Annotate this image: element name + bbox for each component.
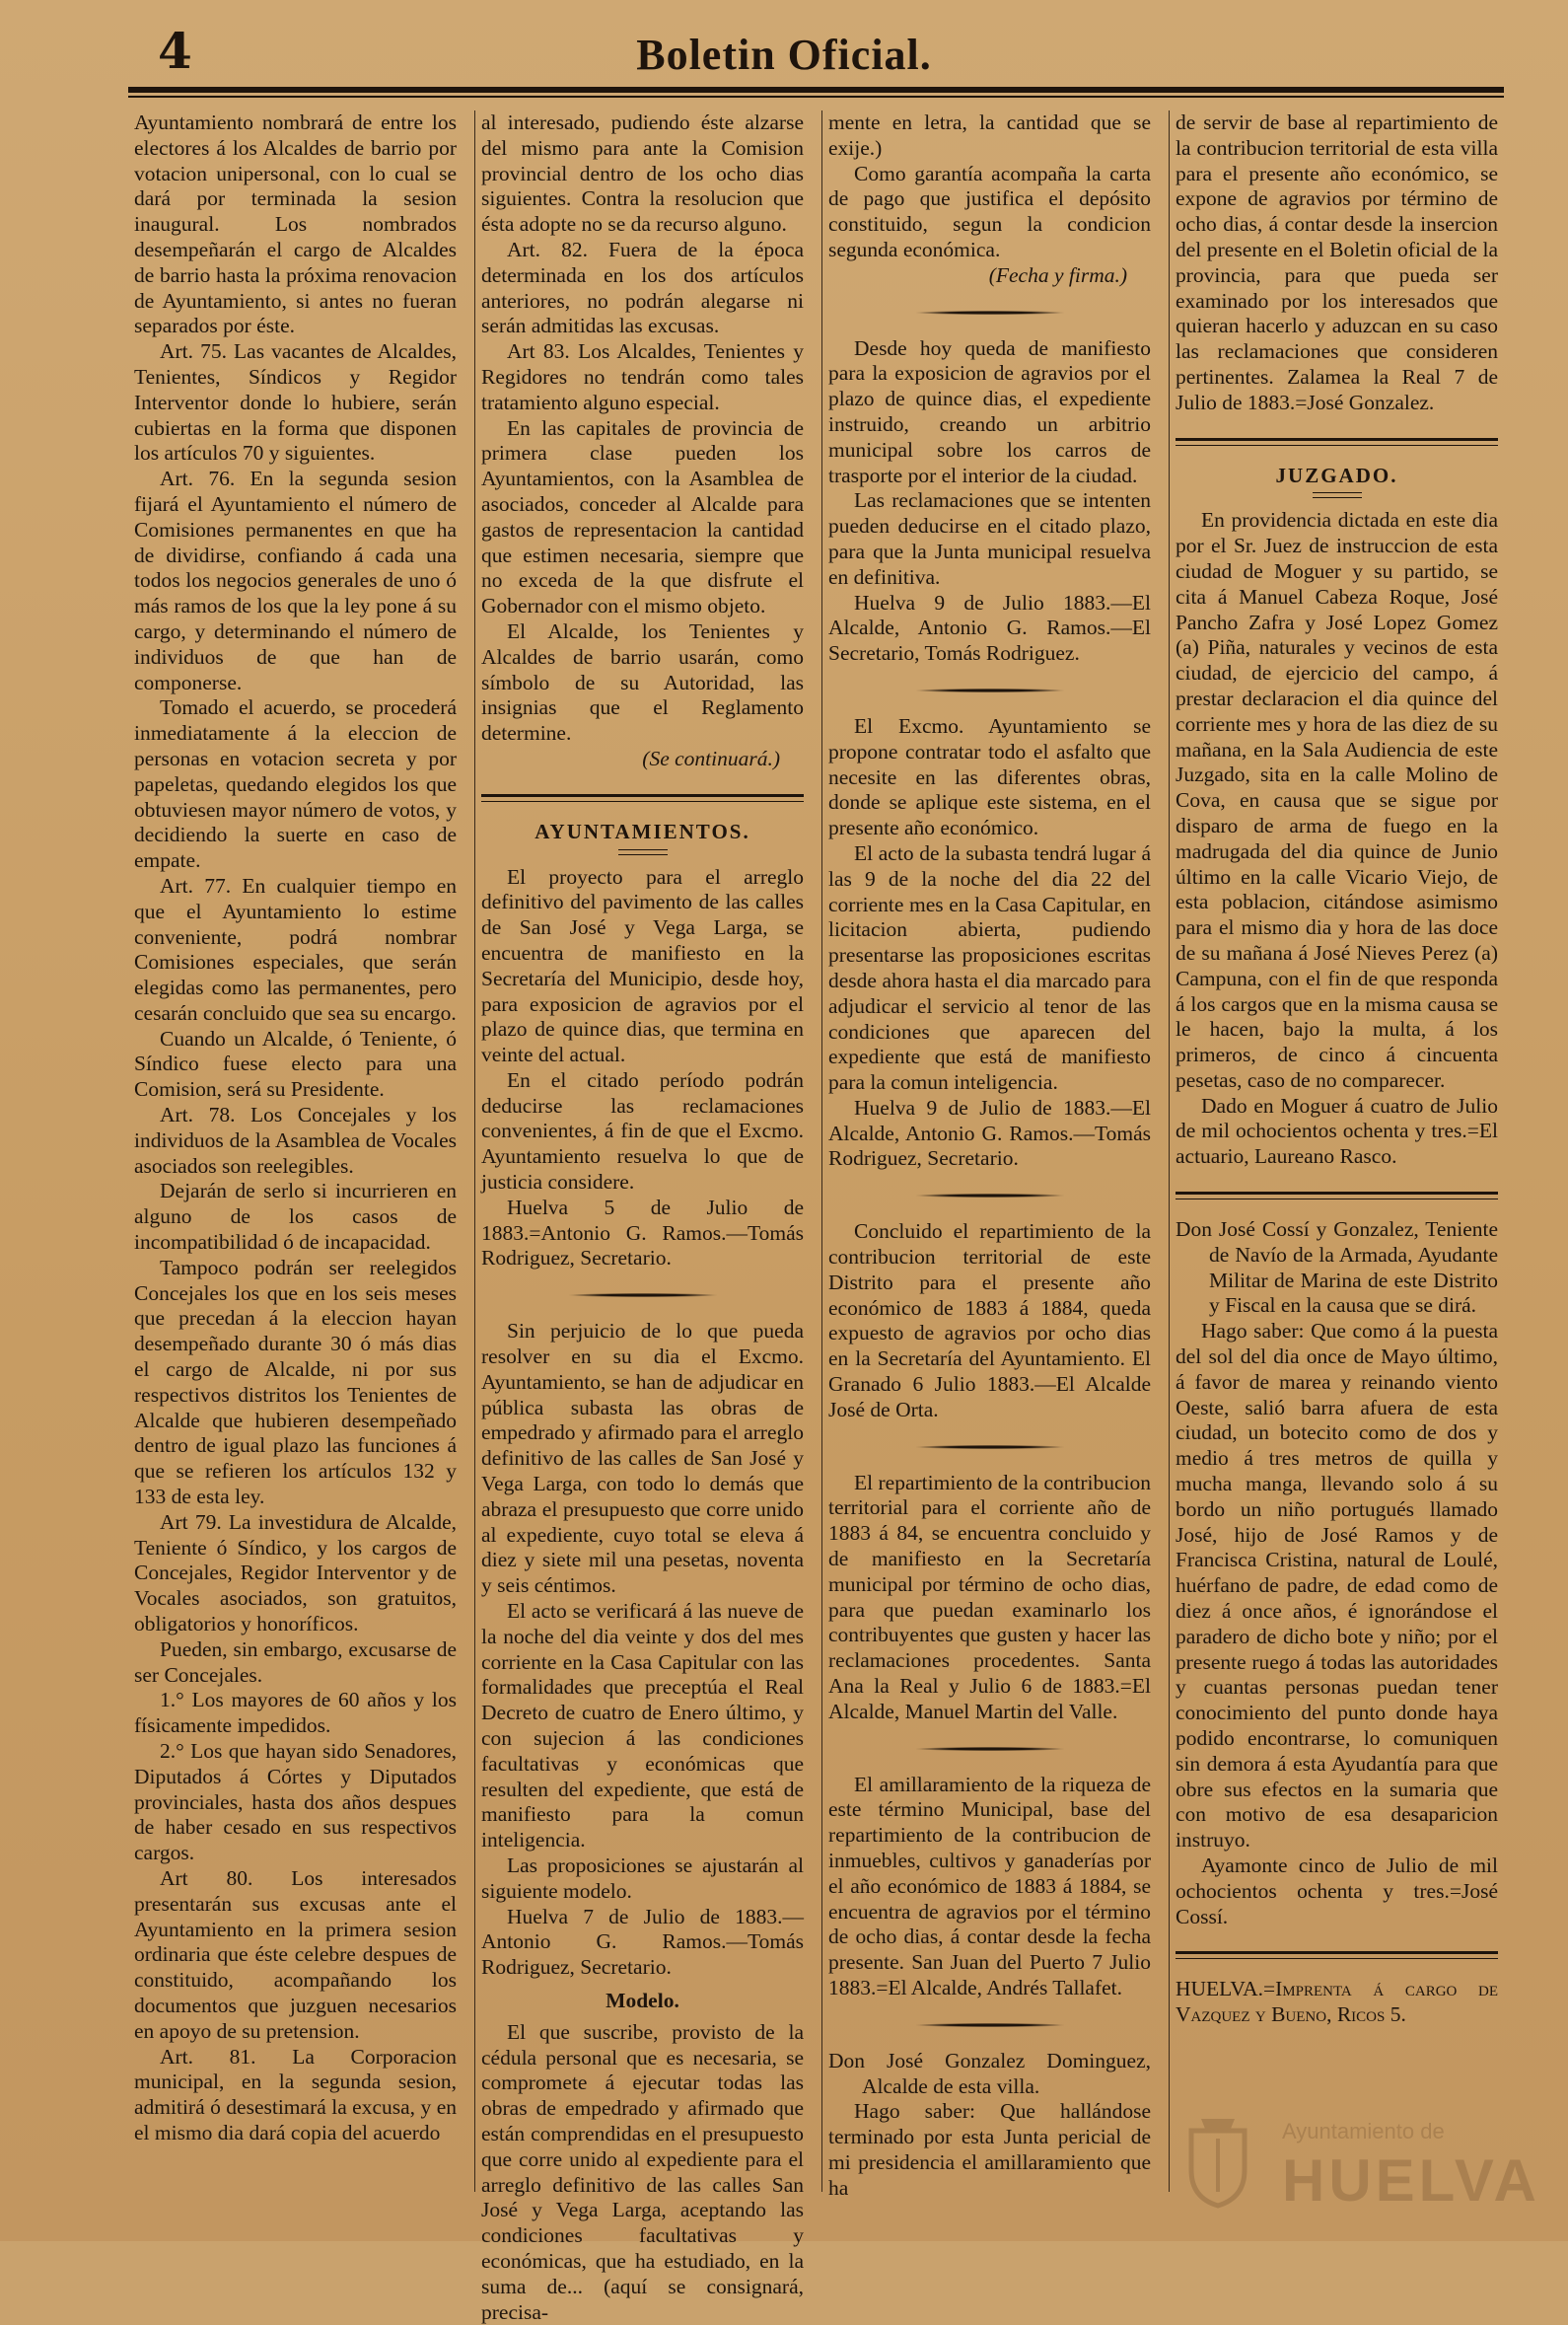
paragraph: 2.° Los que hayan sido Senadores, Diputados á Córtes y Diputados provinciales, hasta dos años despues de haber cesado en sus respectivos cargos. [134, 1739, 457, 1865]
signature-note: (Fecha y firma.) [988, 262, 1127, 287]
archive-watermark [1183, 2111, 1540, 2219]
imprint: HUELVA.=Imprenta á cargo de Vazquez y Bueno, Ricos 5. [1176, 1977, 1498, 2027]
paragraph: Cuando un Alcalde, ó Teniente, ó Síndico fuese electo para una Comision, será su Presidente. [134, 1026, 457, 1102]
paragraph: Las proposiciones se ajustarán al siguiente modelo. [481, 1853, 804, 1903]
continued-note: (Se continuará.) [642, 746, 780, 770]
paragraph: Ayamonte cinco de Julio de mil ochocientos ochenta y tres.=José Cossí. [1176, 1853, 1498, 1928]
coat-of-arms-icon [1183, 2111, 1252, 2210]
masthead-title: Boletin Oficial. [636, 31, 932, 79]
header-rule-thin [128, 96, 1504, 98]
paragraph: 1.° Los mayores de 60 años y los físicamente impedidos. [134, 1688, 457, 1738]
paragraph: El que suscribe, provisto de la cédula personal que es necesaria, se compromete á ejecutar todas las obras de empedrado y afirmado que están comprendidas en el presupuesto que corre unido al expediente para el arreglo definitivo de las calles San José y Vega Larga, aceptando las condiciones facultativas y económicas, que ha estudiado, en la suma de... (aquí se consignará, precisa- [481, 2019, 804, 2324]
section-rule [1176, 1951, 1498, 1954]
separator [916, 689, 1064, 692]
page-number: 4 [158, 22, 192, 80]
paragraph: El proyecto para el arreglo definitivo del pavimento de las calles de San José y Vega Larga, se encuentra de manifiesto en la Secretaría del Municipio, desde hoy, para exposicion de agravios por el plazo de quince dias, que termina en veinte del actual. [481, 864, 804, 1067]
column-2 [474, 110, 810, 2324]
paragraph: Huelva 7 de Julio de 1883.—Antonio G. Ramos.—Tomás Rodriguez, Secretario. [481, 1904, 804, 1980]
paragraph: Hago saber: Que como á la puesta del sol del dia once de Mayo último, á favor de marea y reinando viento Oeste, salió barra afuera de esta ciudad, un botecito como de dos y medio á tres metros de quilla y mucha manga, llevando solo á su bordo un niño portugués llamado José, hijo de José Ramos y de Francisca Cristina, natural de Loulé, huérfano de padre, de edad como de diez á once años, é ignorándose el paradero de dicho bote y niño; por el presente ruego á todas las autoridades y cuantas personas puedan tener conocimiento del punto donde haya podido encontrarse, lo comuniquen sin demora á esta Ayudantía para que obre sus efectos en la sumaria que con motivo de esa desaparicion instruyo. [1176, 1319, 1498, 1853]
watermark-line-2: HUELVA [1282, 2147, 1540, 2214]
paragraph: Tomado el acuerdo, se procederá inmediatamente á la eleccion de personas en votacion secreta y por papeletas, quedando elegidos los que obtuviesen mayor número de votos, y decidiendo la suerte en caso de empate. [134, 695, 457, 873]
section-title-ayuntamientos: AYUNTAMIENTOS. [535, 819, 750, 843]
paragraph: Huelva 9 de Julio 1883.—El Alcalde, Antonio G. Ramos.—El Secretario, Tomás Rodriguez. [828, 590, 1151, 666]
separator [569, 1293, 717, 1297]
separator [916, 2023, 1064, 2027]
paragraph: Pueden, sin embargo, excusarse de ser Concejales. [134, 1636, 457, 1687]
paragraph: al interesado, pudiendo éste alzarse del mismo para ante la Comision provincial dentro de los ocho dias siguientes. Contra la resolucion que ésta adopte no se da recurso alguno. [481, 110, 804, 237]
paragraph: Art. 78. Los Concejales y los individuos de la Asamblea de Vocales asociados son reelegibles. [134, 1103, 457, 1178]
section-rule [1176, 1192, 1498, 1195]
section-title-juzgado: JUZGADO. [1275, 463, 1398, 487]
paragraph: Hago saber: Que hallándose terminado por esta Junta pericial de mi presidencia el amillaramiento que ha [828, 2099, 1151, 2200]
paragraph: Art. 77. En cualquier tiempo en que el Ayuntamiento lo estime conveniente, podrá nombrar Comisiones especiales, que serán elegidas como las permanentes, pero cesarán concluido que sea su encargo. [134, 873, 457, 1025]
paragraph: Sin perjuicio de lo que pueda resolver en su dia el Excmo. Ayuntamiento, se han de adjudicar en pública subasta las obras de empedrado y afirmado para el arreglo definitivo de las calles de San José y Vega Larga, con todo lo demás que abraza el presupuesto que corre unido al expediente, cuyo total se eleva á diez y siete mil una pesetas, noventa y seis céntimos. [481, 1319, 804, 1598]
column-4 [1169, 110, 1504, 2192]
separator [916, 1747, 1064, 1751]
paragraph: Tampoco podrán ser reelegidos Concejales los que en los seis meses que precedan á la eleccion hayan desempeñado durante 30 ó más dias el cargo de Alcalde, ni por sus respectivos distritos los Tenientes de Alcalde que hubieren desempeñado dentro de igual plazo las funciones á que se refieren los artículos 132 y 133 de esta ley. [134, 1255, 457, 1509]
paragraph: de servir de base al repartimiento de la contribucion territorial de esta villa para el presente año económico, se expone de agravios por término de ocho dias, á contar desde la insercion del presente en el Boletin oficial de la provincia, para que pueda ser examinado por los interesados que quieran hacerlo y aduzcan en su caso las reclamaciones que consideren pertinentes. Zalamea la Real 7 de Julio de 1883.=José Gonzalez. [1176, 110, 1498, 414]
paragraph: El Excmo. Ayuntamiento se propone contratar todo el asfalto que necesite en las diferentes obras, donde se aplique este sistema, en el presente año económico. [828, 713, 1151, 840]
title-ornament [618, 849, 668, 855]
paragraph: Huelva 5 de Julio de 1883.=Antonio G. Ramos.—Tomás Rodriguez, Secretario. [481, 1195, 804, 1271]
notice-heading: Don José Gonzalez Dominguez, Alcalde de esta villa. [828, 2048, 1151, 2098]
paragraph: Art 83. Los Alcaldes, Tenientes y Regidores no tendrán como tales tratamiento alguno especial. [481, 339, 804, 414]
paragraph: Las reclamaciones que se intenten pueden deducirse en el citado plazo, para que la Junta municipal resuelva en definitiva. [828, 488, 1151, 589]
paragraph: Como garantía acompaña la carta de pago que justifica el depósito constituido, segun la condicion segunda económica. [828, 161, 1151, 261]
title-ornament [1313, 492, 1362, 498]
paragraph: Art. 75. Las vacantes de Alcaldes, Tenientes, Síndicos y Regidor Interventor donde lo hubiere, serán cubiertas en la forma que disponen los artículos 70 y siguientes. [134, 339, 457, 466]
separator [916, 311, 1064, 315]
separator [916, 1194, 1064, 1198]
paragraph: Dejarán de serlo si incurrieren en alguno de los casos de incompatibilidad ó de incapacidad. [134, 1179, 457, 1255]
columns [128, 110, 1504, 2324]
section-rule [1176, 438, 1498, 441]
watermark-line-1: Ayuntamiento de [1282, 2119, 1445, 2143]
model-title: Modelo. [606, 1988, 679, 2012]
paragraph: El amillaramiento de la riqueza de este término Municipal, base del repartimiento de la contribucion de inmuebles, cultivos y ganaderías por el año económico de 1883 á 1884, se encuentra de agravios por el término de ocho dias, á contar desde la fecha presente. San Juan del Puerto 7 Julio 1883.=El Alcalde, Andrés Tallafet. [828, 1772, 1151, 1999]
section-rule-thin [1176, 1958, 1498, 1959]
paragraph: Art. 81. La Corporacion municipal, en la segunda sesion, admitirá ó desestimará la excusa, y en el mismo dia dará copia del acuerdo [134, 2044, 457, 2144]
paragraph: Art. 76. En la segunda sesion fijará el Ayuntamiento el número de Comisiones permanentes en que ha de dividirse, confiando á cada una todos los negocios generales de uno ó más ramos de los que la ley pone á su cargo, y determinando el número de individuos de que han de componerse. [134, 467, 457, 694]
paragraph: El acto de la subasta tendrá lugar á las 9 de la noche del dia 22 del corriente mes en la Casa Capitular, en licitacion abierta, pudiendo presentarse las proposiciones escritas desde ahora hasta el dia marcado para adjudicar el servicio al tenor de las condiciones que aparecen del expediente que está de manifiesto para la comun inteligencia. [828, 840, 1151, 1095]
paragraph: El Alcalde, los Tenientes y Alcaldes de barrio usarán, como símbolo de su Autoridad, las insignias que el Reglamento determine. [481, 618, 804, 746]
paragraph: Dado en Moguer á cuatro de Julio de mil ochocientos ochenta y tres.=El actuario, Laureano Rasco. [1176, 1093, 1498, 1169]
section-rule-thin [481, 801, 804, 802]
paragraph: En providencia dictada en este dia por el Sr. Juez de instruccion de esta ciudad de Moguer y su partido, se cita á Manuel Cabeza Roque, José Pancho Zafra y José Lopez Gomez (a) Piña, naturales y vecinos de esta ciudad, de ejercicio del campo, á prestar declaracion el dia quince del corriente mes y hora de las diez de su mañana, en la Sala Audiencia de este Juzgado, sita en la calle Molino de Cova, en causa que se sigue por disparo de arma de fuego en la madrugada del dia quince de Junio último en la calle Vicario Viejo, de esta poblacion, citándose asimismo para el mismo dia y hora de las doce de su mañana á José Nieves Perez (a) Campuna, con el fin de que responda á los cargos que en la misma causa se le hacen, bajo la multa, á los primeros, de cinco á cincuenta pesetas, caso de no comparecer. [1176, 508, 1498, 1092]
paragraph: Art. 82. Fuera de la época determinada en los dos artículos anteriores, no podrán alegarse ni serán admitidas las excusas. [481, 237, 804, 338]
paragraph: Desde hoy queda de manifiesto para la exposicion de agravios por el plazo de quince dias, el expediente instruido, creando un arbitrio municipal sobre los carros de trasporte por el interior de la ciudad. [828, 335, 1151, 487]
paragraph: Huelva 9 de Julio de 1883.—El Alcalde, Antonio G. Ramos.—Tomás Rodriguez, Secretario. [828, 1095, 1151, 1171]
paragraph: Art 80. Los interesados presentarán sus excusas ante el Ayuntamiento en la primera sesion ordinaria que éste celebre despues de constituido, acompañando los documentos que juzguen necesarios en apoyo de su pretension. [134, 1865, 457, 2043]
section-rule-thin [1176, 445, 1498, 446]
paragraph: Ayuntamiento nombrará de entre los electores á los Alcaldes de barrio por votacion unipersonal, con lo cual se dará por terminada la sesion inaugural. Los nombrados desempeñarán el cargo de Alcaldes de barrio hasta la próxima renovacion de Ayuntamiento, si antes no fueran separados por éste. [134, 110, 457, 338]
header-rule [128, 87, 1504, 93]
paragraph: En el citado período podrán deducirse las reclamaciones convenientes, á fin de que el Excmo. Ayuntamiento resuelva lo que de justicia considere. [481, 1067, 804, 1195]
paragraph: El acto se verificará á las nueve de la noche del dia veinte y dos del mes corriente en la Casa Capitular con las formalidades que preceptúa el Real Decreto de cuatro de Enero último, y con sujecion á las condiciones facultativas y económicas que resulten del expediente, que está de manifiesto para la comun inteligencia. [481, 1599, 804, 1853]
paragraph: El repartimiento de la contribucion territorial para el corriente año de 1883 á 84, se encuentra concluido y de manifiesto en la Secretaría municipal por término de ocho dias, para que puedan examinarlo los contribuyentes que gusten y hacer las reclamaciones procedentes. Santa Ana la Real y Julio 6 de 1883.=El Alcalde, Manuel Martin del Valle. [828, 1470, 1151, 1723]
paragraph: mente en letra, la cantidad que se exije.) [828, 110, 1151, 160]
section-rule [481, 794, 804, 797]
paragraph: Art 79. La investidura de Alcalde, Teniente ó Síndico, y los cargos de Concejales, Regidor Interventor y de Vocales asociados, son gratuitos, obligatorios y honoríficos. [134, 1509, 457, 1636]
column-3 [821, 110, 1157, 2200]
paragraph: Concluido el repartimiento de la contribucion territorial de este Distrito para el presente año económico de 1883 á 1884, queda expuesto de agravios por ocho dias en la Secretaría del Ayuntamiento. El Granado 6 Julio 1883.—El Alcalde José de Orta. [828, 1219, 1151, 1421]
notice-heading: Don José Cossí y Gonzalez, Teniente de Navío de la Armada, Ayudante Militar de Marina de este Distrito y Fiscal en la causa que se dirá. [1176, 1217, 1498, 1318]
separator [916, 1445, 1064, 1449]
column-1 [128, 110, 463, 2192]
paragraph: En las capitales de provincia de primera clase pueden los Ayuntamientos, con la Asamblea de asociados, conceder al Alcalde para gastos de representacion la cantidad que estimen necesaria, siempre que no exceda de la que disfrute el Gobernador con el mismo objeto. [481, 415, 804, 618]
